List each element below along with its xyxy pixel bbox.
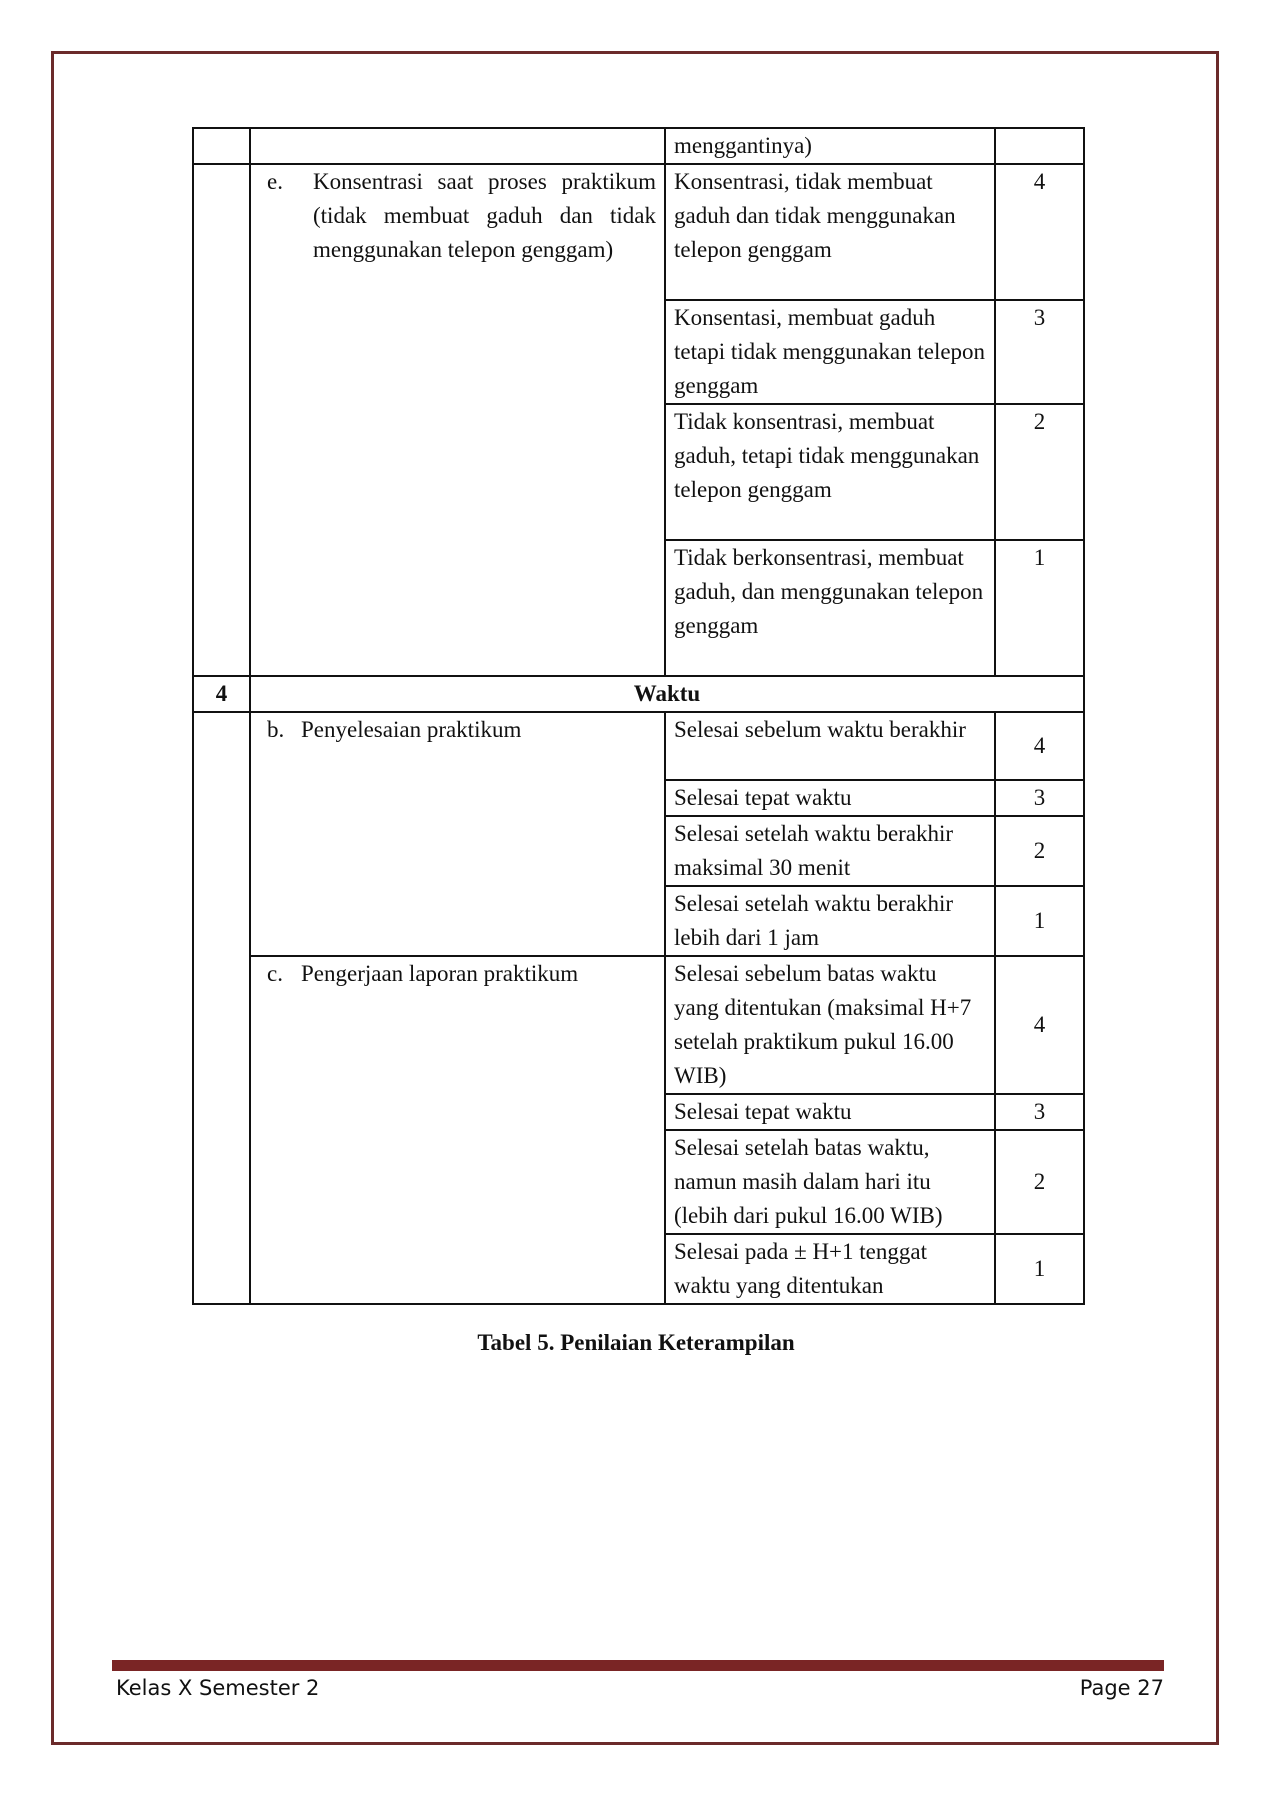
- criterion-text: Konsentasi, membuat gaduh tetapi tidak menggunakan telepon genggam: [665, 300, 995, 404]
- aspect-text: Penyelesaian praktikum: [301, 717, 522, 742]
- table-row: [193, 956, 1084, 1094]
- score-cell: 1: [995, 886, 1084, 956]
- score-cell: 2: [995, 816, 1084, 886]
- score-cell: 2: [995, 1130, 1084, 1234]
- table-row: [193, 128, 1084, 164]
- aspect-letter: b.: [267, 717, 285, 742]
- criterion-text: Selesai sebelum batas waktu yang ditentukan (maksimal H+7 setelah praktikum pukul 16.00 WIB): [665, 956, 995, 1094]
- table-caption: Tabel 5. Penilaian Keterampilan: [477, 1330, 795, 1355]
- criterion-text: Selesai setelah batas waktu, namun masih dalam hari itu (lebih dari pukul 16.00 WIB): [665, 1130, 995, 1234]
- aspect-text: Konsentrasi saat proses praktikum (tidak membuat gaduh dan tidak menggunakan telepon genggam): [313, 169, 656, 262]
- score-cell: 3: [995, 780, 1084, 816]
- section-header-row: [193, 676, 1084, 712]
- footer-page-number: Page 27: [1079, 1676, 1164, 1700]
- aspect-cell: [250, 164, 665, 676]
- criterion-text: Selesai tepat waktu: [665, 1094, 995, 1130]
- score-cell: 4: [995, 164, 1084, 300]
- table-row: [193, 164, 1084, 300]
- criterion-text: Tidak berkonsentrasi, membuat gaduh, dan menggunakan telepon genggam: [665, 540, 995, 676]
- score-cell: 1: [995, 1234, 1084, 1304]
- section-number: 4: [193, 676, 250, 712]
- aspect-cell: [250, 712, 665, 956]
- aspect-letter: c.: [267, 961, 283, 986]
- assessment-table: [192, 127, 1085, 1305]
- score-cell: 4: [995, 956, 1084, 1094]
- footer-class-label: Kelas X Semester 2: [116, 1676, 320, 1700]
- score-cell: 2: [995, 404, 1084, 540]
- score-cell: 4: [995, 712, 1084, 780]
- criterion-text: Selesai sebelum waktu berakhir: [665, 712, 995, 780]
- criterion-text: Selesai tepat waktu: [665, 780, 995, 816]
- criterion-text: menggantinya): [665, 128, 995, 164]
- criterion-text: Konsentrasi, tidak membuat gaduh dan tidak menggunakan telepon genggam: [665, 164, 995, 300]
- aspect-cell: [250, 956, 665, 1304]
- criterion-text: Selesai pada ± H+1 tenggat waktu yang ditentukan: [665, 1234, 995, 1304]
- section-title: Waktu: [250, 676, 1084, 712]
- criterion-text: Selesai setelah waktu berakhir maksimal 30 menit: [665, 816, 995, 886]
- aspect-letter: e.: [267, 169, 283, 194]
- score-cell: 3: [995, 300, 1084, 404]
- footer-divider: [112, 1660, 1164, 1669]
- aspect-text: Pengerjaan laporan praktikum: [301, 961, 579, 986]
- criterion-text: Selesai setelah waktu berakhir lebih dari 1 jam: [665, 886, 995, 956]
- score-cell: 1: [995, 540, 1084, 676]
- score-cell: 3: [995, 1094, 1084, 1130]
- table-row: [193, 712, 1084, 780]
- criterion-text: Tidak konsentrasi, membuat gaduh, tetapi tidak menggunakan telepon genggam: [665, 404, 995, 540]
